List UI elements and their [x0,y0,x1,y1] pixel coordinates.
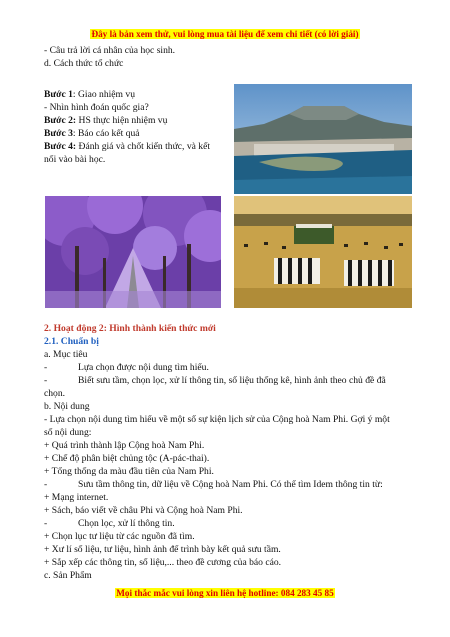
list-item: + Quá trình thành lập Cộng hoà Nam Phi. [44,440,205,451]
preview-banner: Đây là bản xem thử, vui lòng mua tài liệu để xem chi tiết (có lời giải) [91,29,359,39]
paragraph-cont: số nội dung: [44,427,92,438]
step-1: Bước 1: Giao nhiệm vụ [44,89,136,100]
list-item: - Sưu tầm thông tin, dữ liệu về Cộng hoà Nam Phi. Có thể tìm Idem thông tin từ: [44,479,383,490]
jacaranda-photo [45,196,221,308]
hotline-banner: Mọi thắc mắc vui lòng xin liên hệ hotline: 084 283 45 85 [116,588,334,598]
list-item: - Chọn lọc, xử lí thông tin. [44,518,175,529]
section-heading: 2. Hoạt động 2: Hình thành kiến thức mới [44,323,216,334]
list-item: + Xư lí số liệu, tư liệu, hình ảnh để trình bày kết quả sưu tầm. [44,544,281,555]
content-heading: b. Nội dung [44,401,90,412]
goal-heading: a. Mục tiêu [44,349,88,360]
subsection-heading: 2.1. Chuẩn bị [44,336,99,347]
list-item-cont: chọn. [44,388,66,399]
cape-town-photo [234,84,412,194]
method-heading: d. Cách thức tổ chức [44,58,124,69]
paragraph: - Lựa chọn nội dung tìm hiểu về một số sự kiện lịch sử của Cộng hoà Nam Phi. Gợi ý một [44,414,390,425]
list-item: + Sắp xếp các thông tin, số liệu,... theo đề cương của báo cáo. [44,557,282,568]
safari-photo [234,196,412,308]
list-item: - Lựa chọn được nội dung tìm hiểu. [44,362,209,373]
step-4: Bước 4: Đánh giá và chốt kiến thức, và kết [44,141,210,152]
list-item: + Sách, báo viết về châu Phi và Cộng hoà Nam Phi. [44,505,243,516]
list-item: + Chế độ phân biệt chủng tộc (A-pác-thai). [44,453,210,464]
step-2: Bước 2: HS thực hiện nhiệm vụ [44,115,168,126]
list-item: + Tổng thống da màu đầu tiên của Nam Phi. [44,466,214,477]
product-heading: c. Sản Phẩm [44,570,92,581]
list-item: - Biết sưu tầm, chọn lọc, xử lí thông tin, số liệu thống kê, hình ảnh theo chủ đề đã [44,375,386,386]
step-3: Bước 3: Báo cáo kết quả [44,128,140,139]
step-1-detail: - Nhìn hình đoán quốc gia? [44,102,149,113]
step-4-cont: nối vào bài học. [44,154,106,165]
answer-line: - Câu trả lời cá nhân của học sinh. [44,45,176,56]
list-item: + Mạng internet. [44,492,109,503]
list-item: + Chọn lục tư liệu từ các nguồn đã tìm. [44,531,195,542]
